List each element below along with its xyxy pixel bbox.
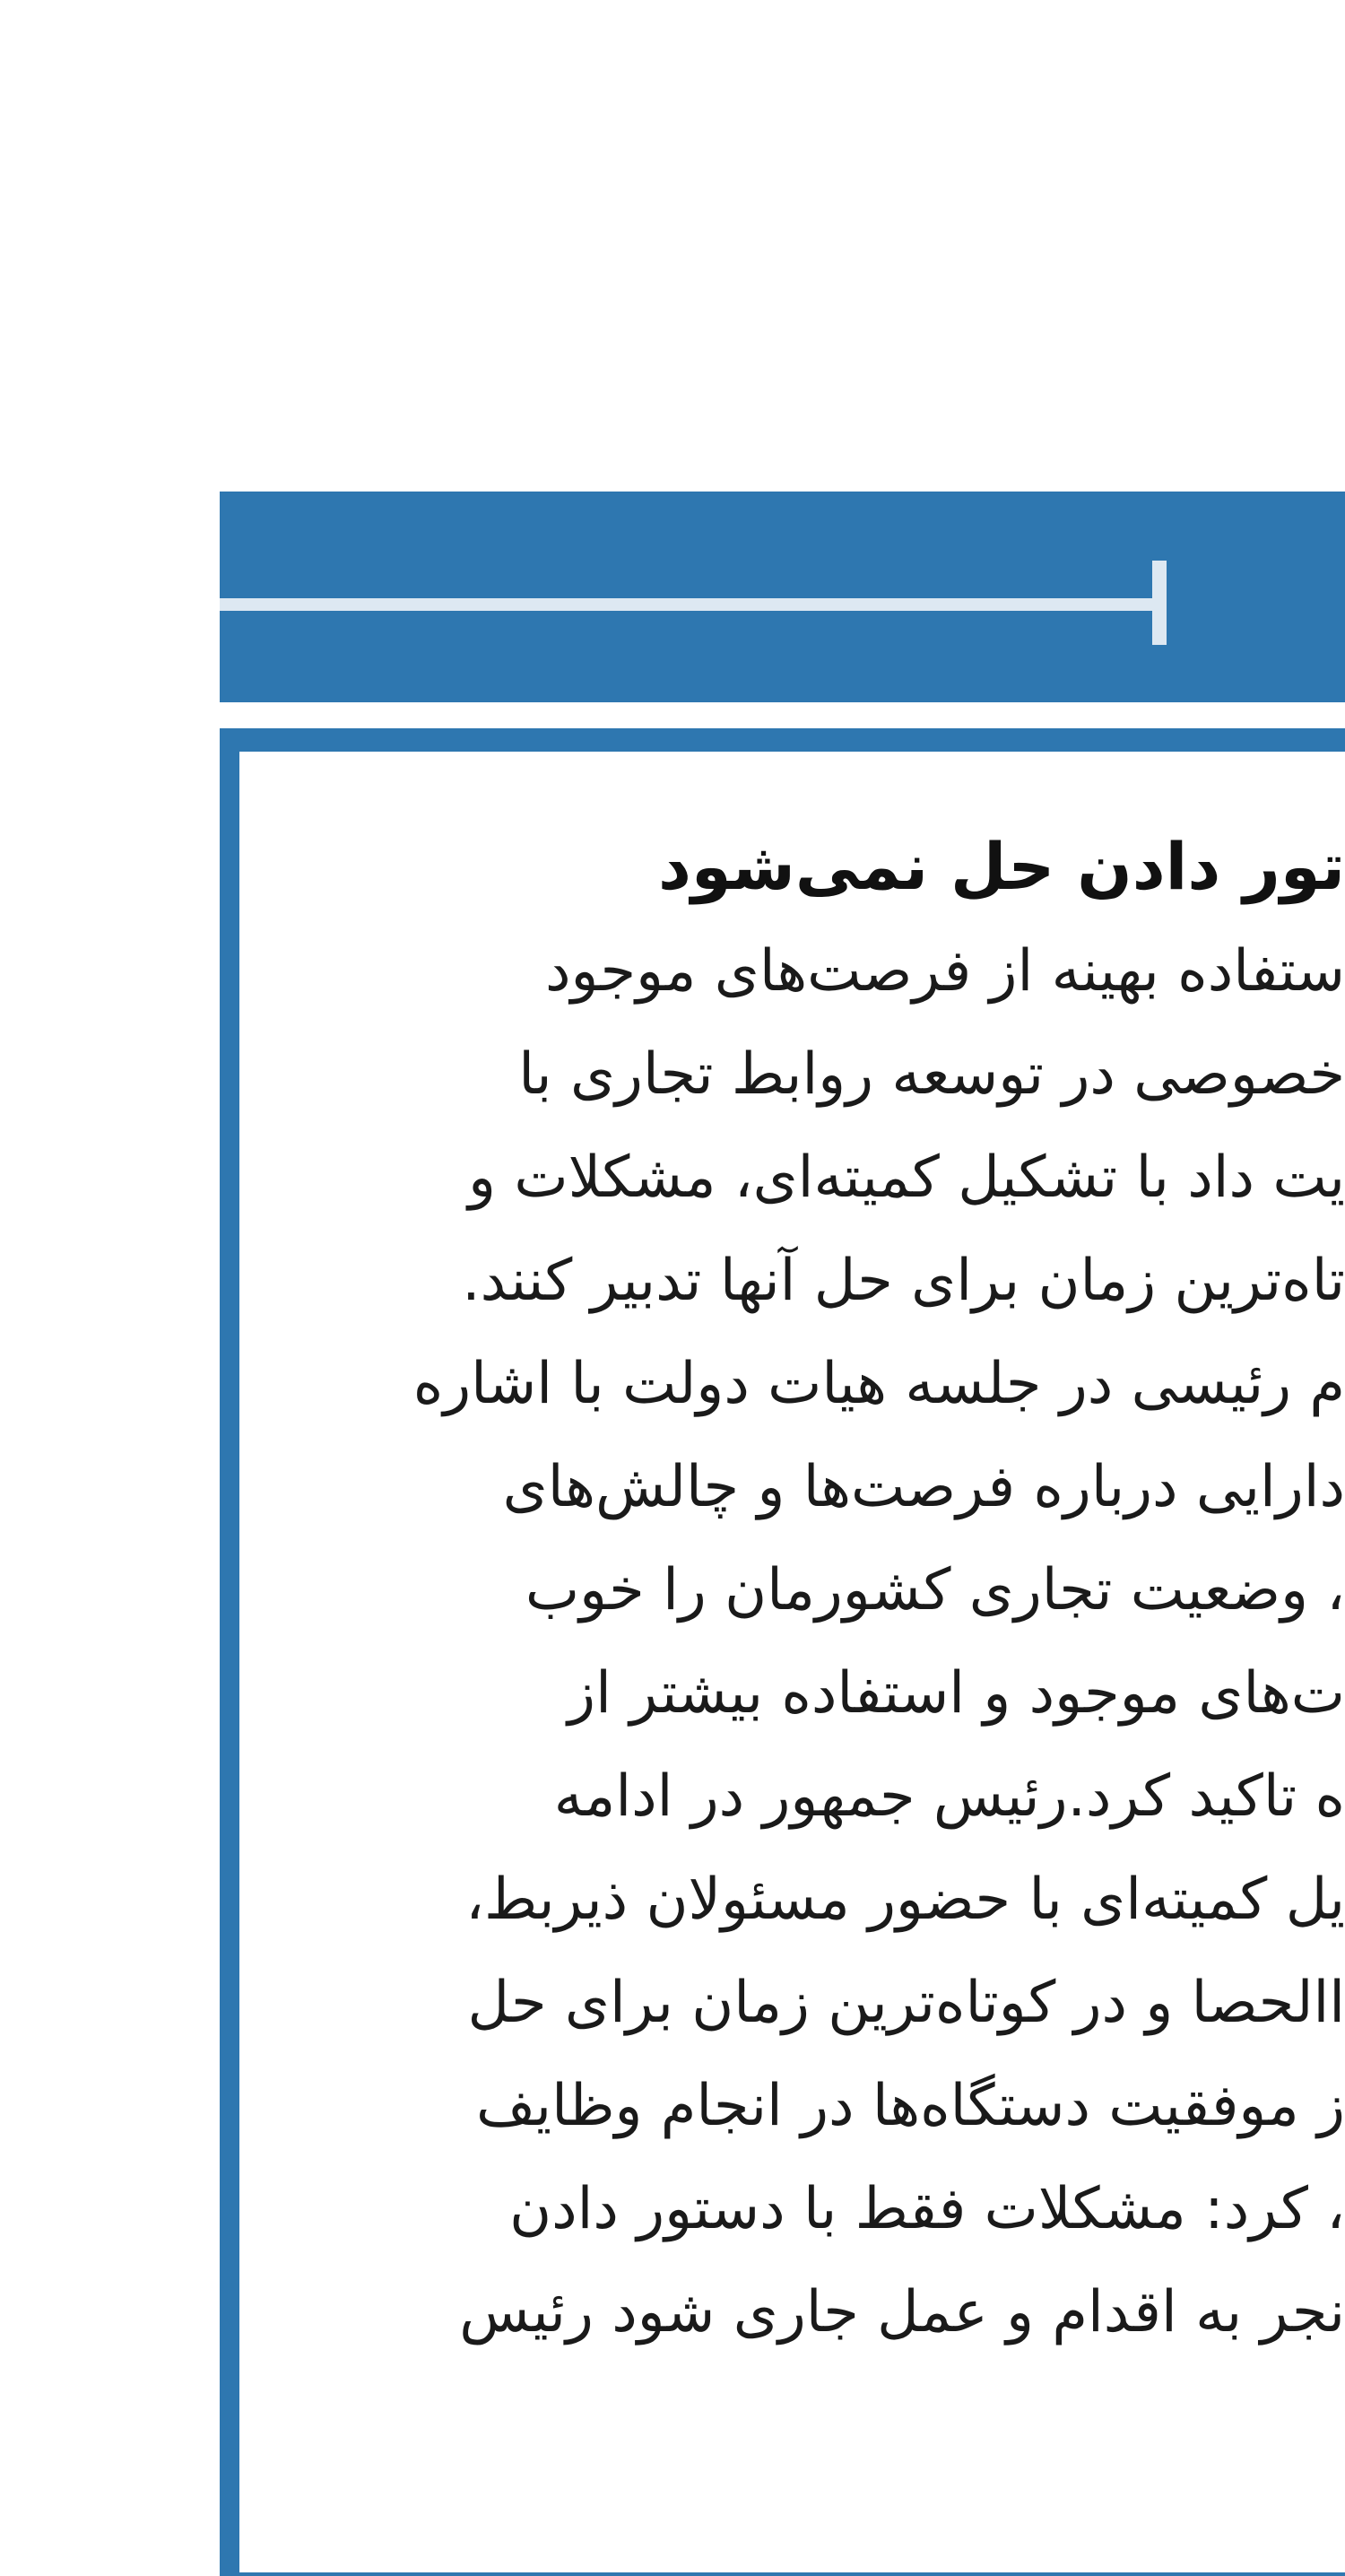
article-body [239, 920, 1345, 2364]
body-line: تاه‌ترین زمان برای حل آنها تدبیر کنند. [462, 1248, 1345, 1314]
body-line: نجر به اقدام و عمل جاری شود رئیس [459, 2279, 1345, 2345]
header-divider-tick [1152, 561, 1167, 645]
body-line: یل کمیته‌ای با حضور مسئولان ذیربط، [465, 1867, 1345, 1933]
body-line: االحصا و در کوتاه‌ترین زمان برای حل [467, 1970, 1345, 2036]
article-title: تور دادن حل نمی‌شود [657, 829, 1345, 904]
body-line: ت‌های موجود و استفاده بیشتر از [568, 1660, 1345, 1727]
body-line: ، وضعیت تجاری کشورمان را خوب [525, 1557, 1345, 1623]
body-line: م رئیسی در جلسه هیات دولت با اشاره [412, 1351, 1345, 1417]
body-line: ز موفقیت دستگاه‌ها در انجام وظایف [476, 2073, 1345, 2139]
body-line: دارایی درباره فرصت‌ها و چالش‌های [502, 1454, 1345, 1520]
header-divider [220, 598, 1166, 611]
article-box [239, 752, 1345, 2572]
body-line: خصوصی در توسعه روابط تجاری با [518, 1041, 1345, 1108]
body-line: ستفاده بهینه از فرصت‌های موجود [544, 938, 1345, 1005]
body-line: ، کرد: مشکلات فقط با دستور دادن [509, 2176, 1345, 2242]
header-band [220, 492, 1345, 702]
body-line: ه تاکید کرد.رئیس جمهور در ادامه [553, 1763, 1345, 1830]
body-line: یت داد با تشکیل کمیته‌ای، مشکلات و [468, 1144, 1345, 1211]
